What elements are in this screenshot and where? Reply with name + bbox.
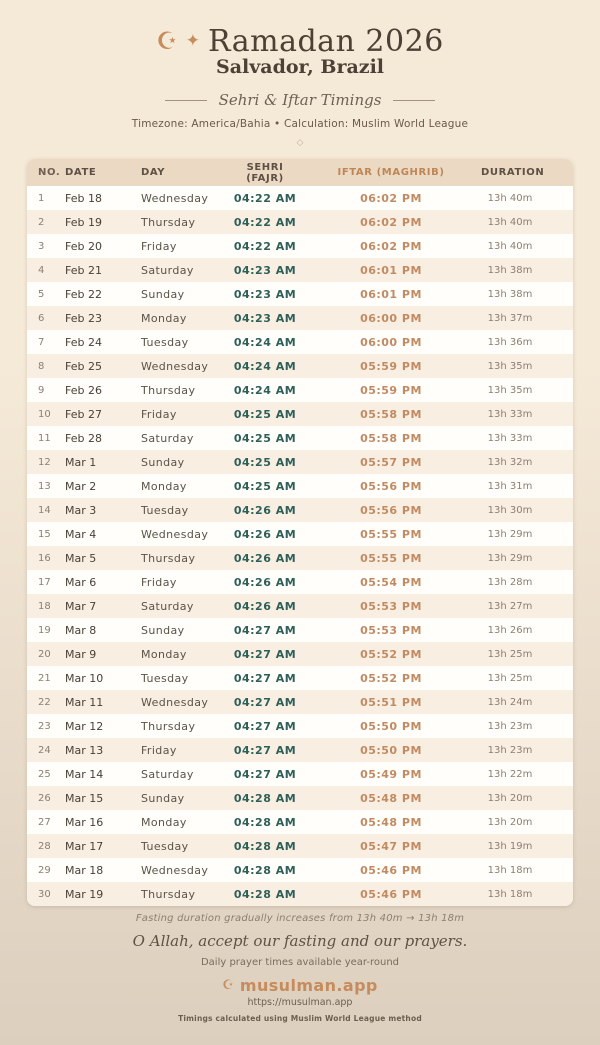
column-header-iftar: IFTAR (MAGHRIB) [301,159,481,186]
row-duration: 13h 19m [487,840,533,852]
row-sehri-time: 04:27 AM [233,743,297,757]
brand-url[interactable]: https://musulman.app [247,997,353,1008]
row-date: Mar 8 [65,623,97,637]
row-date: Feb 23 [65,311,102,325]
sparkle-icon: ✦ [185,31,200,51]
fasting-duration-note: Fasting duration gradually increases from 13h 40m → 13h 18m [135,913,465,924]
row-day: Thursday [141,551,196,565]
row-day: Thursday [141,215,196,229]
row-sehri-time: 04:28 AM [233,839,297,853]
row-sehri-time: 04:28 AM [233,815,297,829]
title-line [0,24,600,59]
row-date: Mar 17 [65,839,104,853]
timetable-card [27,159,573,906]
column-header-duration: DURATION [481,159,573,186]
brand-name[interactable]: musulman.app [239,976,378,995]
table-row [27,378,573,402]
row-date: Mar 13 [65,743,104,757]
page-title: Ramadan 2026 [207,24,444,59]
row-day: Sunday [141,455,185,469]
table-row [27,642,573,666]
table-row [27,738,573,762]
row-duration: 13h 28m [487,576,533,588]
row-duration: 13h 23m [487,744,533,756]
row-sehri-time: 04:28 AM [233,887,297,901]
table-row [27,834,573,858]
row-date: Mar 10 [65,671,104,685]
row-iftar-time: 06:02 PM [360,215,422,229]
row-iftar-time: 05:58 PM [360,431,422,445]
row-sehri-time: 04:26 AM [233,503,297,517]
divider-line-left [165,100,207,101]
row-sehri-time: 04:24 AM [233,359,297,373]
row-date: Mar 3 [65,503,97,517]
row-sehri-time: 04:28 AM [233,791,297,805]
row-iftar-time: 05:50 PM [360,719,422,733]
row-duration: 13h 36m [487,336,533,348]
row-sehri-time: 04:25 AM [233,479,297,493]
row-duration: 13h 27m [487,600,533,612]
row-date: Mar 6 [65,575,97,589]
table-row [27,426,573,450]
row-iftar-time: 05:57 PM [360,455,422,469]
row-date: Mar 18 [65,863,104,877]
page-footer [0,913,600,1023]
table-row [27,354,573,378]
row-duration: 13h 20m [487,792,533,804]
row-number: 18 [38,600,51,612]
row-date: Mar 4 [65,527,97,541]
row-number: 30 [38,888,51,900]
row-date: Feb 22 [65,287,102,301]
row-number: 23 [38,720,51,732]
row-day: Friday [141,407,177,421]
table-row [27,474,573,498]
table-row [27,522,573,546]
table-header-row [27,159,573,186]
row-day: Sunday [141,287,185,301]
row-number: 1 [38,192,45,204]
row-sehri-time: 04:27 AM [233,623,297,637]
row-number: 16 [38,552,51,564]
row-number: 4 [38,264,45,276]
row-day: Sunday [141,791,185,805]
row-date: Feb 27 [65,407,102,421]
row-iftar-time: 05:54 PM [360,575,422,589]
row-number: 10 [38,408,51,420]
row-iftar-time: 05:48 PM [360,791,422,805]
row-day: Monday [141,311,187,325]
row-day: Monday [141,647,187,661]
row-number: 6 [38,312,45,324]
row-duration: 13h 38m [487,264,533,276]
row-duration: 13h 31m [487,480,533,492]
row-number: 25 [38,768,51,780]
row-day: Thursday [141,887,196,901]
row-sehri-time: 04:26 AM [233,527,297,541]
row-number: 26 [38,792,51,804]
row-iftar-time: 05:59 PM [360,383,422,397]
table-row [27,234,573,258]
row-sehri-time: 04:23 AM [233,263,297,277]
row-sehri-time: 04:24 AM [233,335,297,349]
column-header-no: NO. [27,159,63,186]
row-iftar-time: 05:46 PM [360,887,422,901]
table-row [27,690,573,714]
row-date: Mar 1 [65,455,97,469]
row-number: 29 [38,864,51,876]
column-header-date: DATE [63,159,139,186]
row-date: Mar 7 [65,599,97,613]
dua-text: O Allah, accept our fasting and our prayers. [132,932,468,950]
row-day: Wednesday [141,527,209,541]
row-iftar-time: 06:02 PM [360,239,422,253]
row-sehri-time: 04:27 AM [233,719,297,733]
row-day: Wednesday [141,863,209,877]
row-number: 19 [38,624,51,636]
row-duration: 13h 35m [487,360,533,372]
row-iftar-time: 05:53 PM [360,599,422,613]
brand-crescent-icon: ☪ [222,978,234,993]
row-duration: 13h 40m [487,240,533,252]
row-date: Mar 16 [65,815,104,829]
row-sehri-time: 04:26 AM [233,551,297,565]
row-number: 8 [38,360,45,372]
subtitle-row [0,91,600,109]
row-iftar-time: 05:55 PM [360,551,422,565]
row-date: Feb 18 [65,191,102,205]
row-sehri-time: 04:22 AM [233,239,297,253]
row-day: Sunday [141,623,185,637]
prayer-times-table [27,159,573,906]
row-day: Saturday [141,431,194,445]
row-day: Thursday [141,383,196,397]
table-row [27,714,573,738]
row-day: Thursday [141,719,196,733]
row-sehri-time: 04:26 AM [233,599,297,613]
table-row [27,306,573,330]
row-duration: 13h 18m [487,888,533,900]
row-sehri-time: 04:25 AM [233,407,297,421]
row-date: Mar 5 [65,551,97,565]
row-day: Saturday [141,263,194,277]
row-duration: 13h 25m [487,648,533,660]
row-date: Mar 2 [65,479,97,493]
availability-text: Daily prayer times available year-round [200,957,400,968]
table-row [27,546,573,570]
row-sehri-time: 04:27 AM [233,767,297,781]
row-day: Monday [141,479,187,493]
row-day: Saturday [141,767,194,781]
page-subtitle: Sehri & Iftar Timings [218,91,382,109]
row-duration: 13h 20m [487,816,533,828]
row-number: 3 [38,240,45,252]
location-title: Salvador, Brazil [215,56,385,78]
row-number: 17 [38,576,51,588]
table-row [27,450,573,474]
row-sehri-time: 04:27 AM [233,671,297,685]
table-row [27,666,573,690]
page-header [0,0,600,148]
row-duration: 13h 29m [487,528,533,540]
crescent-moon-icon: ☪ [156,26,178,55]
row-day: Wednesday [141,191,209,205]
row-date: Feb 19 [65,215,102,229]
row-duration: 13h 33m [487,408,533,420]
table-row [27,498,573,522]
row-number: 21 [38,672,51,684]
row-iftar-time: 06:02 PM [360,191,422,205]
table-row [27,402,573,426]
row-day: Friday [141,743,177,757]
row-duration: 13h 25m [487,672,533,684]
row-iftar-time: 05:48 PM [360,815,422,829]
row-day: Tuesday [141,671,189,685]
row-iftar-time: 05:51 PM [360,695,422,709]
row-number: 14 [38,504,51,516]
row-number: 20 [38,648,51,660]
diamond-ornament-icon: ◇ [296,138,304,148]
row-duration: 13h 33m [487,432,533,444]
row-day: Saturday [141,599,194,613]
table-row [27,210,573,234]
row-iftar-time: 05:55 PM [360,527,422,541]
row-iftar-time: 05:58 PM [360,407,422,421]
table-row [27,186,573,210]
row-sehri-time: 04:23 AM [233,287,297,301]
row-iftar-time: 05:52 PM [360,647,422,661]
row-day: Wednesday [141,695,209,709]
row-iftar-time: 05:52 PM [360,671,422,685]
row-number: 15 [38,528,51,540]
row-number: 9 [38,384,45,396]
brand-row [0,976,600,995]
row-iftar-time: 05:46 PM [360,863,422,877]
row-sehri-time: 04:23 AM [233,311,297,325]
row-duration: 13h 38m [487,288,533,300]
row-number: 24 [38,744,51,756]
row-duration: 13h 30m [487,504,533,516]
row-iftar-time: 05:50 PM [360,743,422,757]
row-duration: 13h 24m [487,696,533,708]
row-date: Feb 24 [65,335,102,349]
row-duration: 13h 29m [487,552,533,564]
row-sehri-time: 04:27 AM [233,647,297,661]
row-date: Mar 11 [65,695,104,709]
row-date: Feb 25 [65,359,102,373]
row-number: 5 [38,288,45,300]
row-date: Mar 15 [65,791,104,805]
row-number: 13 [38,480,51,492]
table-row [27,330,573,354]
row-iftar-time: 06:01 PM [360,263,422,277]
row-day: Wednesday [141,359,209,373]
row-day: Tuesday [141,335,189,349]
row-duration: 13h 32m [487,456,533,468]
row-sehri-time: 04:28 AM [233,863,297,877]
row-day: Friday [141,575,177,589]
row-date: Feb 20 [65,239,102,253]
row-duration: 13h 40m [487,192,533,204]
row-sehri-time: 04:25 AM [233,431,297,445]
table-row [27,618,573,642]
row-iftar-time: 06:00 PM [360,335,422,349]
row-sehri-time: 04:24 AM [233,383,297,397]
table-row [27,570,573,594]
row-iftar-time: 05:49 PM [360,767,422,781]
row-date: Feb 21 [65,263,102,277]
row-date: Mar 9 [65,647,97,661]
table-row [27,786,573,810]
row-number: 2 [38,216,45,228]
row-date: Mar 12 [65,719,104,733]
row-sehri-time: 04:27 AM [233,695,297,709]
row-day: Friday [141,239,177,253]
row-number: 28 [38,840,51,852]
row-sehri-time: 04:22 AM [233,191,297,205]
row-duration: 13h 18m [487,864,533,876]
row-iftar-time: 05:47 PM [360,839,422,853]
table-row [27,762,573,786]
column-header-sehri: SEHRI (FAJR) [229,159,301,186]
row-duration: 13h 23m [487,720,533,732]
column-header-day: DAY [139,159,229,186]
row-iftar-time: 06:01 PM [360,287,422,301]
divider-line-right [393,100,435,101]
row-number: 22 [38,696,51,708]
row-number: 11 [38,432,51,444]
row-sehri-time: 04:26 AM [233,575,297,589]
calculation-method-note: Timings calculated using Muslim World League method [178,1014,422,1023]
row-date: Feb 28 [65,431,102,445]
row-number: 12 [38,456,51,468]
row-iftar-time: 05:53 PM [360,623,422,637]
table-row [27,858,573,882]
row-duration: 13h 22m [487,768,533,780]
table-row [27,594,573,618]
row-day: Monday [141,815,187,829]
row-duration: 13h 26m [487,624,533,636]
table-row [27,810,573,834]
timezone-calculation-meta: Timezone: America/Bahia • Calculation: Muslim World League [131,118,469,130]
row-date: Mar 14 [65,767,104,781]
row-duration: 13h 35m [487,384,533,396]
row-date: Feb 26 [65,383,102,397]
row-iftar-time: 05:56 PM [360,503,422,517]
table-row [27,258,573,282]
table-row [27,282,573,306]
row-number: 7 [38,336,45,348]
row-iftar-time: 05:56 PM [360,479,422,493]
table-row [27,882,573,906]
row-number: 27 [38,816,51,828]
row-day: Tuesday [141,503,189,517]
row-iftar-time: 05:59 PM [360,359,422,373]
row-duration: 13h 37m [487,312,533,324]
row-day: Tuesday [141,839,189,853]
row-sehri-time: 04:25 AM [233,455,297,469]
row-date: Mar 19 [65,887,104,901]
row-duration: 13h 40m [487,216,533,228]
row-sehri-time: 04:22 AM [233,215,297,229]
row-iftar-time: 06:00 PM [360,311,422,325]
